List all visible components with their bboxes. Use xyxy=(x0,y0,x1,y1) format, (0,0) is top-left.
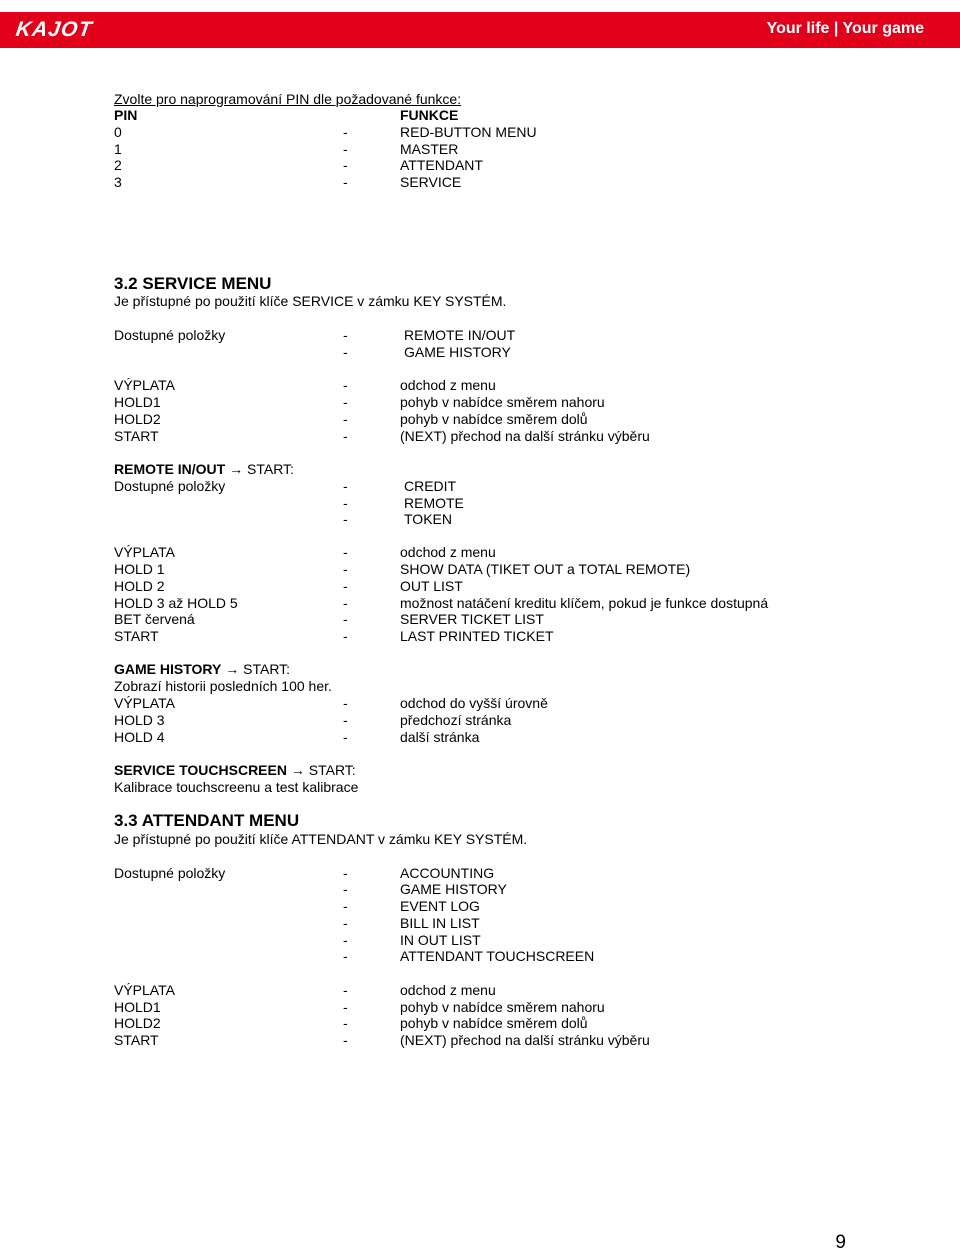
available-item: ATTENDANT TOUCHSCREEN xyxy=(400,948,595,964)
key-description: předchozí stránka xyxy=(400,712,512,728)
dash: - xyxy=(343,578,348,594)
key-description: odchod z menu xyxy=(400,544,496,560)
key-name: VÝPLATA xyxy=(114,695,175,711)
dash: - xyxy=(343,695,348,711)
dash: - xyxy=(343,141,348,157)
dash: - xyxy=(343,932,348,948)
pin-function: MASTER xyxy=(400,141,459,157)
service-access-text: Je přístupné po použití klíče SERVICE v zámku KEY SYSTÉM. xyxy=(114,293,507,309)
key-name: START xyxy=(114,628,159,644)
key-name: BET červená xyxy=(114,611,195,627)
dash: - xyxy=(343,174,348,190)
dash: - xyxy=(343,881,348,897)
available-item: CREDIT xyxy=(404,478,457,494)
available-item: GAME HISTORY xyxy=(400,881,507,897)
remote-heading-rest: START: xyxy=(247,461,294,477)
key-description: odchod z menu xyxy=(400,377,496,393)
key-description: odchod do vyšší úrovně xyxy=(400,695,548,711)
dash: - xyxy=(343,411,348,427)
history-heading-bold: GAME HISTORY xyxy=(114,661,222,677)
pin-function: SERVICE xyxy=(400,174,462,190)
header-slogan: Your life | Your game xyxy=(766,20,924,37)
key-description: SHOW DATA (TIKET OUT a TOTAL REMOTE) xyxy=(400,561,691,577)
dash: - xyxy=(343,611,348,627)
key-name: VÝPLATA xyxy=(114,544,175,560)
dash: - xyxy=(343,948,348,964)
dash: - xyxy=(343,157,348,173)
key-name: HOLD 1 xyxy=(114,561,165,577)
attendant-access-text: Je přístupné po použití klíče ATTENDANT v zámku KEY SYSTÉM. xyxy=(114,831,528,847)
pin-function: RED-BUTTON MENU xyxy=(400,124,537,140)
touchscreen-description: Kalibrace touchscreenu a test kalibrace xyxy=(114,779,359,795)
pin-column-header: PIN xyxy=(114,107,138,123)
dash: - xyxy=(343,628,348,644)
service-touchscreen-heading xyxy=(114,762,356,778)
key-name: START xyxy=(114,1032,159,1048)
dash: - xyxy=(343,344,348,360)
dash: - xyxy=(343,377,348,393)
dash: - xyxy=(343,982,348,998)
key-name: HOLD 4 xyxy=(114,729,165,745)
dash: - xyxy=(343,915,348,931)
key-name: HOLD 3 xyxy=(114,712,165,728)
dash: - xyxy=(343,478,348,494)
available-item: TOKEN xyxy=(404,511,452,527)
key-name: HOLD1 xyxy=(114,999,161,1015)
dash: - xyxy=(343,999,348,1015)
available-item: REMOTE xyxy=(404,495,464,511)
available-item: REMOTE IN/OUT xyxy=(404,327,516,343)
available-item: BILL IN LIST xyxy=(400,915,480,931)
dash: - xyxy=(343,1015,348,1031)
arrow-icon: → xyxy=(229,461,244,477)
dash: - xyxy=(343,124,348,140)
dash: - xyxy=(343,428,348,444)
page-number: 9 xyxy=(835,1232,846,1253)
key-name: VÝPLATA xyxy=(114,377,175,393)
key-description: LAST PRINTED TICKET xyxy=(400,628,554,644)
remote-heading-bold: REMOTE IN/OUT xyxy=(114,461,226,477)
dash: - xyxy=(343,394,348,410)
key-description: pohyb v nabídce směrem dolů xyxy=(400,411,588,427)
key-name: HOLD2 xyxy=(114,411,161,427)
pin-value: 3 xyxy=(114,174,122,190)
touch-heading-bold: SERVICE TOUCHSCREEN xyxy=(114,762,287,778)
pin-value: 0 xyxy=(114,124,122,140)
key-description: SERVER TICKET LIST xyxy=(400,611,544,627)
history-heading-rest: START: xyxy=(243,661,291,677)
arrow-icon: → xyxy=(290,762,305,778)
game-history-heading xyxy=(114,661,290,677)
dash: - xyxy=(343,865,348,881)
key-name: VÝPLATA xyxy=(114,982,175,998)
dash: - xyxy=(343,327,348,343)
key-description: (NEXT) přechod na další stránku výběru xyxy=(400,428,650,444)
touch-heading-rest: START: xyxy=(308,762,356,778)
pin-function: ATTENDANT xyxy=(400,157,483,173)
kajot-logo: KAJOT xyxy=(14,18,94,41)
key-name: HOLD1 xyxy=(114,394,161,410)
key-description: pohyb v nabídce směrem dolů xyxy=(400,1015,588,1031)
dash: - xyxy=(343,544,348,560)
dash: - xyxy=(343,495,348,511)
key-description: pohyb v nabídce směrem nahoru xyxy=(400,394,605,410)
section-title-service-menu: 3.2 SERVICE MENU xyxy=(114,274,272,293)
game-history-description: Zobrazí historii posledních 100 her. xyxy=(114,678,332,694)
pin-intro: Zvolte pro naprogramování PIN dle požadované funkce: xyxy=(114,91,462,107)
key-name: HOLD 3 až HOLD 5 xyxy=(114,595,238,611)
available-items-label: Dostupné položky xyxy=(114,865,226,881)
key-description: další stránka xyxy=(400,729,480,745)
key-description: pohyb v nabídce směrem nahoru xyxy=(400,999,605,1015)
section-title-attendant-menu: 3.3 ATTENDANT MENU xyxy=(114,811,300,830)
available-item: ACCOUNTING xyxy=(400,865,495,881)
key-name: START xyxy=(114,428,159,444)
available-item: EVENT LOG xyxy=(400,898,480,914)
arrow-icon: → xyxy=(225,661,240,677)
pin-value: 2 xyxy=(114,157,122,173)
key-name: HOLD 2 xyxy=(114,578,165,594)
dash: - xyxy=(343,1032,348,1048)
key-description: (NEXT) přechod na další stránku výběru xyxy=(400,1032,650,1048)
dash: - xyxy=(343,729,348,745)
key-description: možnost natáčení kreditu klíčem, pokud je funkce dostupná xyxy=(400,595,769,611)
key-name: HOLD2 xyxy=(114,1015,161,1031)
available-item: GAME HISTORY xyxy=(404,344,511,360)
available-items-label: Dostupné položky xyxy=(114,478,226,494)
dash: - xyxy=(343,511,348,527)
dash: - xyxy=(343,595,348,611)
dash: - xyxy=(343,561,348,577)
remote-in-out-heading xyxy=(114,461,294,477)
key-description: OUT LIST xyxy=(400,578,463,594)
available-item: IN OUT LIST xyxy=(400,932,481,948)
header-bar xyxy=(0,12,960,48)
function-column-header: FUNKCE xyxy=(400,107,459,123)
key-description: odchod z menu xyxy=(400,982,496,998)
dash: - xyxy=(343,712,348,728)
dash: - xyxy=(343,898,348,914)
pin-value: 1 xyxy=(114,141,122,157)
available-items-label: Dostupné položky xyxy=(114,327,226,343)
